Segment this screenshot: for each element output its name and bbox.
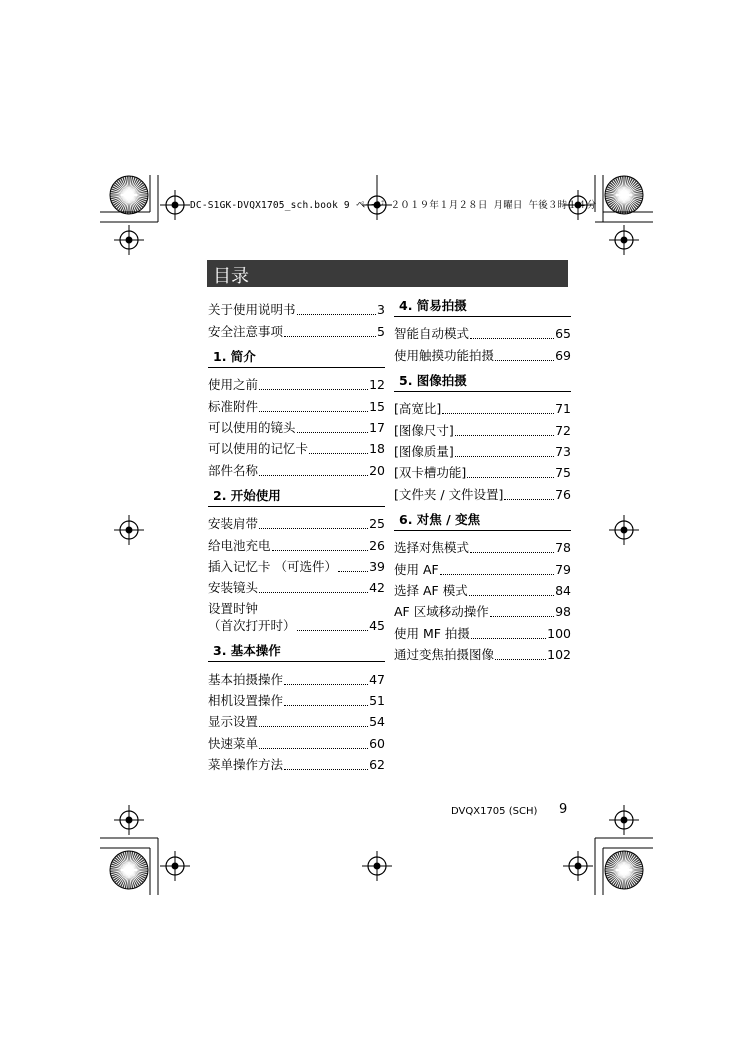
toc-page-number: 54 (369, 714, 385, 730)
toc-page-number: 60 (369, 735, 385, 751)
dot-leader (467, 477, 554, 478)
toc-page-number: 78 (555, 540, 571, 556)
toc-entry[interactable] (394, 642, 571, 663)
toc-page-number: 79 (555, 561, 571, 577)
toc-entry-text: 相机设置操作 (208, 693, 284, 709)
toc-page-number: 100 (547, 625, 571, 641)
toc-entry[interactable] (208, 393, 385, 414)
toc-entry-text: 智能自动模式 (394, 326, 470, 342)
toc-entry[interactable] (208, 532, 385, 553)
section-heading (208, 486, 385, 507)
dot-leader (338, 571, 368, 572)
dot-leader (284, 684, 368, 685)
section-heading (208, 641, 385, 662)
print-info-line: DC-S1GK-DVQX1705_sch.book 9 ページ ２０１９年１月２８日 月曜日 午後３時１４分 (190, 200, 597, 211)
toc-page-number: 45 (369, 618, 385, 634)
dot-leader (297, 314, 377, 315)
toc-entry-text: 安全注意事项 (208, 323, 284, 339)
page-title: 目录 (213, 266, 249, 287)
toc-page-number: 47 (369, 671, 385, 687)
toc-entry-text: AF 区域移动操作 (394, 604, 489, 620)
toc-entry-text: 使用 MF 拍摄 (394, 625, 470, 641)
toc-entry-text-line2: （首次打开时） (208, 618, 296, 634)
toc-entry[interactable] (394, 460, 571, 481)
toc-entry-text: 使用 AF (394, 561, 439, 577)
toc-entry-text (208, 600, 296, 634)
dot-leader (440, 574, 554, 575)
toc-entry[interactable] (208, 575, 385, 596)
toc-entry[interactable] (394, 620, 571, 641)
toc-entry-text: 插入记忆卡 （可选件） (208, 558, 337, 574)
page-number: 9 (559, 802, 568, 817)
dot-leader (259, 592, 368, 593)
toc-page-number: 26 (369, 537, 385, 553)
toc-entry[interactable] (394, 556, 571, 577)
toc-entry-text: 显示设置 (208, 714, 259, 730)
toc-page-number: 39 (369, 558, 385, 574)
section-heading-text: 1. 简介 (213, 348, 256, 364)
toc-entry[interactable] (208, 372, 385, 393)
dot-leader (471, 638, 546, 639)
toc-entry-text: [图像质量] (394, 443, 454, 459)
toc-entry[interactable] (394, 321, 571, 342)
toc-entry-text: 标准附件 (208, 398, 259, 414)
toc-page-number: 76 (555, 486, 571, 502)
dot-leader (470, 552, 554, 553)
toc-entry-text: 可以使用的镜头 (208, 419, 296, 435)
dot-leader (470, 338, 554, 339)
toc-entry[interactable] (394, 578, 571, 599)
toc-page-number: 62 (369, 757, 385, 773)
toc-entry-text: 通过变焦拍摄图像 (394, 647, 495, 663)
toc-page-number: 75 (555, 465, 571, 481)
toc-entry[interactable] (394, 439, 571, 460)
dot-leader (495, 659, 546, 660)
toc-page-number: 3 (377, 302, 385, 318)
toc-entry-text: [双卡槽功能] (394, 465, 467, 481)
toc-page-number: 17 (369, 419, 385, 435)
toc-page-number: 18 (369, 441, 385, 457)
toc-entry[interactable] (208, 688, 385, 709)
toc-entry-text: 基本拍摄操作 (208, 671, 284, 687)
toc-page-number: 15 (369, 398, 385, 414)
section-heading-text: 3. 基本操作 (213, 643, 281, 659)
dot-leader (259, 528, 368, 529)
section-heading (208, 347, 385, 368)
toc-entry[interactable] (208, 457, 385, 478)
toc-title-bar (207, 260, 568, 287)
toc-page-number: 84 (555, 582, 571, 598)
toc-entry-text: [高宽比] (394, 401, 442, 417)
toc-page-number: 102 (547, 647, 571, 663)
dot-leader (259, 748, 368, 749)
toc-entry-text-line1: 设置时钟 (208, 601, 259, 617)
dot-leader (284, 705, 368, 706)
dot-leader (259, 475, 368, 476)
toc-entry[interactable] (208, 436, 385, 457)
dot-leader (297, 432, 369, 433)
toc-entry[interactable] (394, 417, 571, 438)
toc-entry[interactable] (208, 596, 385, 634)
toc-entry-text: 使用之前 (208, 377, 259, 393)
dot-leader (259, 389, 368, 390)
toc-entry-text: 给电池充电 (208, 537, 271, 553)
toc-entry[interactable] (394, 396, 571, 417)
dot-leader (455, 435, 554, 436)
dot-leader (495, 360, 554, 361)
toc-page-number: 5 (377, 323, 385, 339)
toc-entry[interactable] (208, 752, 385, 773)
dot-leader (490, 616, 554, 617)
toc-entry-text: 选择对焦模式 (394, 540, 470, 556)
toc-entry-text: 安装镜头 (208, 580, 259, 596)
dot-leader (259, 726, 368, 727)
dot-leader (284, 336, 376, 337)
dot-leader (259, 411, 368, 412)
section-heading-text: 5. 图像拍摄 (399, 372, 467, 388)
toc-entry[interactable] (394, 342, 571, 363)
toc-page-number: 12 (369, 377, 385, 393)
toc-entry-text: 选择 AF 模式 (394, 582, 468, 598)
toc-entry[interactable] (394, 599, 571, 620)
section-heading (394, 510, 571, 531)
toc-entry[interactable] (208, 709, 385, 730)
toc-entry[interactable] (208, 730, 385, 751)
toc-entry[interactable] (208, 666, 385, 687)
section-heading-text: 6. 对焦 / 变焦 (399, 511, 481, 527)
section-heading-text: 4. 简易拍摄 (399, 298, 467, 313)
dot-leader (284, 769, 368, 770)
section-heading (394, 371, 571, 392)
toc-page-number: 65 (555, 326, 571, 342)
toc-entry-text: 菜单操作方法 (208, 757, 284, 773)
dot-leader (297, 630, 369, 631)
toc-page-number: 51 (369, 693, 385, 709)
toc-entry-text: [文件夹 / 文件设置] (394, 486, 504, 502)
toc-right-column (394, 296, 571, 663)
toc-entry[interactable] (394, 535, 571, 556)
toc-left-column (208, 297, 385, 773)
toc-page-number: 69 (555, 347, 571, 363)
toc-page-number: 71 (555, 401, 571, 417)
footer-code: DVQX1705 (SCH) (451, 806, 538, 817)
dot-leader (504, 499, 554, 500)
toc-page-number: 72 (555, 422, 571, 438)
toc-entry[interactable] (208, 297, 385, 318)
toc-entry-text: 可以使用的记忆卡 (208, 441, 309, 457)
toc-page-number: 98 (555, 604, 571, 620)
dot-leader (309, 453, 368, 454)
dot-leader (455, 456, 554, 457)
toc-entry[interactable] (208, 554, 385, 575)
section-heading-text: 2. 开始使用 (213, 487, 281, 503)
dot-leader (272, 550, 369, 551)
toc-entry[interactable] (208, 318, 385, 339)
toc-page-number: 25 (369, 516, 385, 532)
toc-entry-text: [图像尺寸] (394, 422, 454, 438)
toc-page-number: 42 (369, 580, 385, 596)
toc-entry[interactable] (208, 415, 385, 436)
toc-page-number: 20 (369, 462, 385, 478)
toc-entry-text: 安装肩带 (208, 516, 259, 532)
toc-page-number: 73 (555, 443, 571, 459)
toc-entry[interactable] (208, 511, 385, 532)
dot-leader (442, 413, 554, 414)
toc-entry-text: 快速菜单 (208, 735, 259, 751)
toc-entry[interactable] (394, 481, 571, 502)
dot-leader (469, 595, 554, 596)
toc-entry-text: 使用触摸功能拍摄 (394, 347, 495, 363)
toc-entry-text: 关于使用说明书 (208, 302, 296, 318)
section-heading (394, 296, 571, 317)
toc-entry-text: 部件名称 (208, 462, 259, 478)
